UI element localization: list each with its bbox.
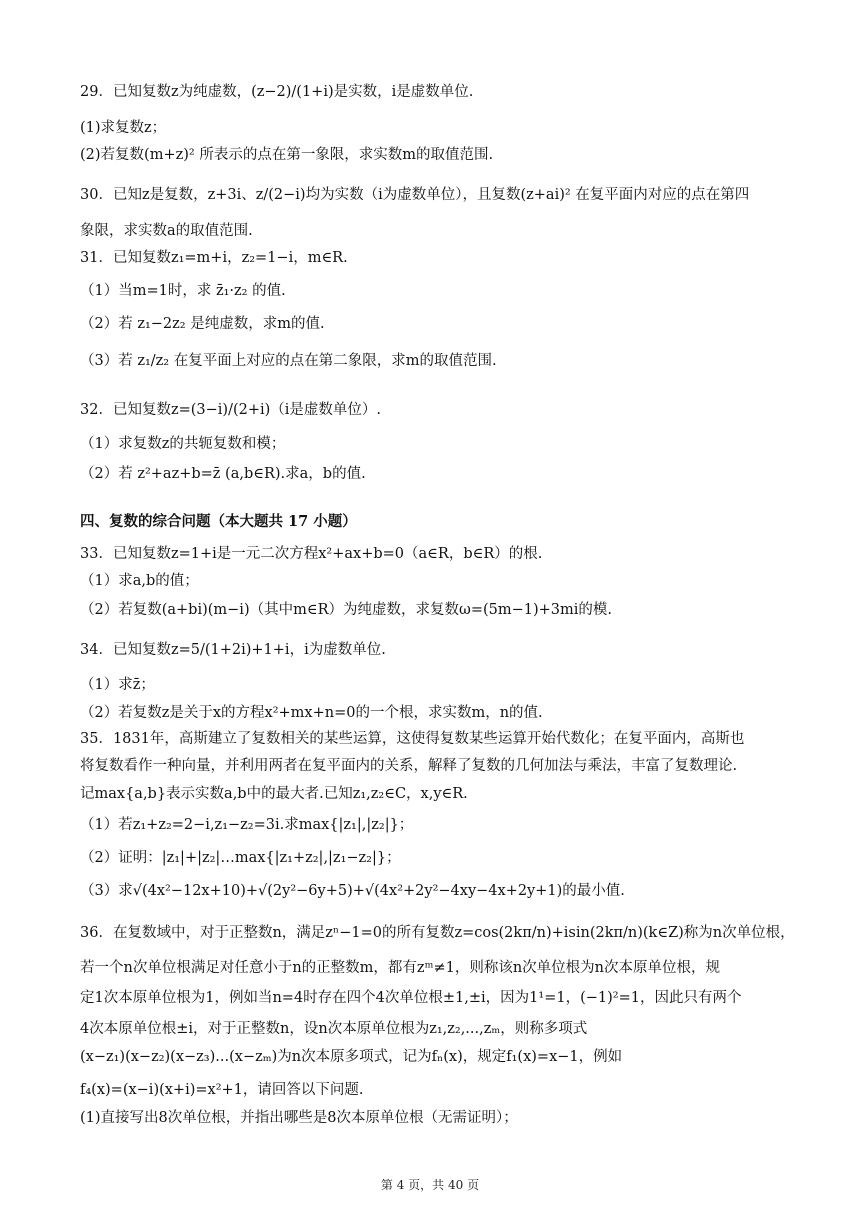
problem-33: 33．已知复数z=1+i是一元二次方程x²+ax+b=0（a∈R，b∈R）的根. [80,546,543,562]
problem-32-part-1: （1）求复数z的共轭复数和模； [80,436,286,452]
section-title: 四、复数的综合问题（本大题共 17 小题） [80,513,357,530]
problem-29-part-2: (2)若复数(m+z)² 所表示的点在第一象限，求实数m的取值范围. [80,147,494,163]
problem-36-cont-2: 定1次本原单位根为1，例如当n=4时存在四个4次单位根±1,±i，因为1¹=1，(−1)²=1，因此只有两个 [80,990,742,1006]
problem-34: 34．已知复数z=5/(1+2i)+1+i，i为虚数单位. [80,642,386,658]
problem-33-part-2: （2）若复数(a+bi)(m−i)（其中m∈R）为纯虚数，求复数ω=(5m−1)+3mi的模. [80,602,613,618]
problem-35-part-3: （3）求√(4x²−12x+10)+√(2y²−6y+5)+√(4x²+2y²−4xy−4x+2y+1)的最小值. [80,883,625,899]
problem-35-part-1: （1）若z₁+z₂=2−i,z₁−z₂=3i.求max{|z₁|,|z₂|}； [80,817,414,833]
page-footer: 第 4 页，共 40 页 [380,1178,480,1192]
problem-34-part-2: （2）若复数z是关于x的方程x²+mx+n=0的一个根，求实数m，n的值. [80,705,543,721]
problem-31-part-2: （2）若 z₁−2z₂ 是纯虚数，求m的值. [80,316,325,332]
problem-30: 30．已知z是复数，z+3i、z/(2−i)均为实数（i为虚数单位），且复数(z+ai)² 在复平面内对应的点在第四 [80,187,750,203]
problem-35-part-2: （2）证明：|z₁|+|z₂|…max{|z₁+z₂|,|z₁−z₂|}； [80,850,401,866]
problem-35: 35．1831年，高斯建立了复数相关的某些运算，这使得复数某些运算开始代数化；在复平面内，高斯也 [80,731,745,747]
problem-36-cont-4: (x−z₁)(x−z₂)(x−z₃)...(x−zₘ)为n次本原多项式，记为fₙ(x)，规定f₁(x)=x−1，例如 [80,1049,623,1065]
problem-31-part-1: （1）当m=1时，求 z̄₁·z₂ 的值. [80,283,286,299]
problem-29-part-1: (1)求复数z； [80,120,167,136]
problem-29: 29．已知复数z为纯虚数，(z−2)/(1+i)是实数，i是虚数单位. [80,84,474,100]
problem-33-part-1: （1）求a,b的值； [80,573,199,589]
problem-36-part-1: (1)直接写出8次单位根，并指出哪些是8次本原单位根（无需证明）； [80,1110,518,1126]
problem-31-part-3: （3）若 z₁/z₂ 在复平面上对应的点在第二象限，求m的取值范围. [80,353,497,369]
problem-36-cont-5: f₄(x)=(x−i)(x+i)=x²+1，请回答以下问题. [80,1082,364,1098]
problem-36: 36．在复数域中，对于正整数n，满足zⁿ−1=0的所有复数z=cos(2kπ/n)+isin(2kπ/n)(k∈Z)称为n次单位根， [80,925,795,941]
problem-35-cont-2: 记max{a,b}表示实数a,b中的最大者.已知z₁,z₂∈C，x,y∈R. [80,786,468,802]
problem-32: 32．已知复数z=(3−i)/(2+i)（i是虚数单位）. [80,402,382,418]
problem-32-part-2: （2）若 z²+az+b=z̄ (a,b∈R).求a，b的值. [80,466,366,482]
problem-36-cont-3: 4次本原单位根±i，对于正整数n，设n次本原单位根为z₁,z₂,...,zₘ，则称多项式 [80,1021,588,1037]
problem-31: 31．已知复数z₁=m+i，z₂=1−i，m∈R. [80,250,348,266]
problem-35-cont-1: 将复数看作一种向量，并利用两者在复平面内的关系，解释了复数的几何加法与乘法，丰富了复数理论. [80,758,738,774]
problem-36-cont-1: 若一个n次单位根满足对任意小于n的正整数m，都有zᵐ≠1，则称该n次单位根为n次本原单位根，规 [80,960,721,976]
problem-30-cont: 象限，求实数a的取值范围. [80,223,253,239]
problem-34-part-1: （1）求z̄； [80,677,155,693]
